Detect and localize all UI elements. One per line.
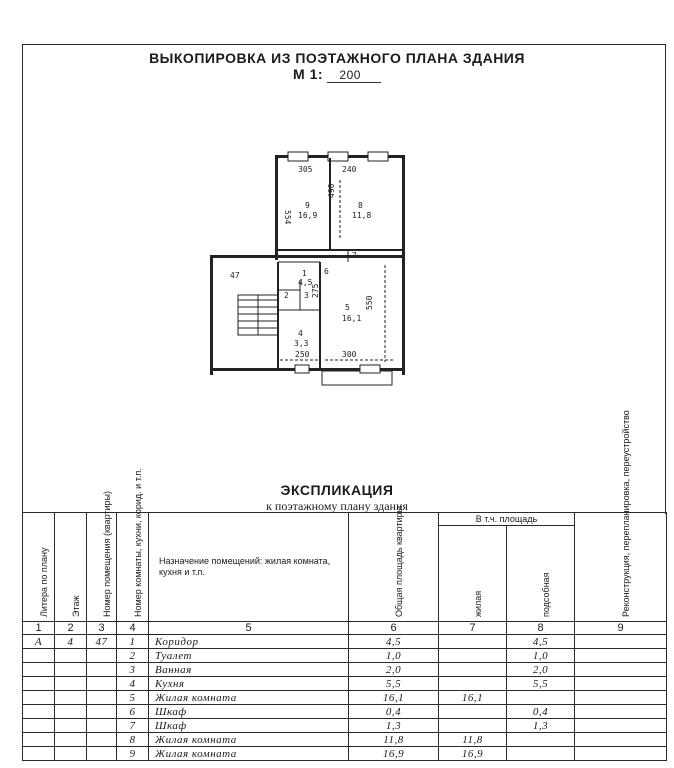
scale-value: 200 — [327, 68, 381, 83]
cell-room-purpose: Туалет — [149, 649, 349, 663]
frame-right-border — [665, 44, 666, 514]
cell-living-area — [439, 705, 507, 719]
cell-living-area: 16,1 — [439, 691, 507, 705]
column-number: 7 — [439, 622, 507, 635]
cell-living-area — [439, 635, 507, 649]
room-8-area: 11,8 — [352, 211, 372, 220]
cell-apartment — [87, 719, 117, 733]
table-row — [23, 719, 667, 733]
table-row — [23, 663, 667, 677]
cell-floor — [55, 747, 87, 761]
table-row — [23, 649, 667, 663]
cell-auxiliary-area: 2,0 — [507, 663, 575, 677]
dim-490: 490 — [327, 183, 336, 198]
cell-apartment — [87, 649, 117, 663]
cell-room-purpose: Жилая комната — [149, 733, 349, 747]
cell-room-number: 8 — [117, 733, 149, 747]
room-9-area: 16,9 — [298, 211, 318, 220]
cell-reconstruction — [575, 677, 667, 691]
cell-auxiliary-area — [507, 733, 575, 747]
cell-apartment — [87, 691, 117, 705]
column-number: 5 — [149, 622, 349, 635]
header-floor: Этаж — [55, 513, 87, 622]
dim-250: 250 — [295, 350, 310, 359]
cell-auxiliary-area: 1,0 — [507, 649, 575, 663]
column-number: 8 — [507, 622, 575, 635]
cell-reconstruction — [575, 747, 667, 761]
explication-subtitle: к поэтажному плану здания — [266, 499, 408, 513]
cell-apartment — [87, 747, 117, 761]
explication-rows — [23, 635, 667, 761]
cell-total-area: 16,9 — [349, 747, 439, 761]
cell-room-number: 1 — [117, 635, 149, 649]
room-1-area: 4,5 — [298, 278, 313, 287]
cell-reconstruction — [575, 649, 667, 663]
cell-living-area — [439, 719, 507, 733]
cell-apartment — [87, 733, 117, 747]
header-apartment-number: Номер помещения (квартиры) — [87, 513, 117, 622]
room-7-number: 7 — [352, 251, 357, 260]
cell-room-number: 6 — [117, 705, 149, 719]
room-4-area: 3,3 — [294, 339, 309, 348]
cell-room-purpose: Жилая комната — [149, 691, 349, 705]
cell-living-area: 16,9 — [439, 747, 507, 761]
room-5-area: 16,1 — [342, 314, 362, 323]
cell-floor — [55, 705, 87, 719]
room-1-number: 1 — [302, 269, 307, 278]
cell-room-number: 9 — [117, 747, 149, 761]
cell-litera — [23, 733, 55, 747]
explication-title: ЭКСПЛИКАЦИЯ — [280, 482, 394, 498]
room-5-number: 5 — [345, 303, 350, 312]
cell-total-area: 2,0 — [349, 663, 439, 677]
cell-reconstruction — [575, 663, 667, 677]
cell-litera — [23, 677, 55, 691]
header-purpose: Назначение помещений: жилая комната, кухня и т.п. — [149, 513, 349, 622]
cell-total-area: 1,3 — [349, 719, 439, 733]
table-row — [23, 733, 667, 747]
column-number-row — [23, 622, 667, 635]
scale-label: М 1: — [293, 66, 324, 82]
header-reconstruction: Реконструкция, перепланировка, переустройство — [575, 513, 667, 622]
table-row — [23, 691, 667, 705]
header-including-area: В т.ч. площадь — [439, 513, 575, 526]
dim-550: 550 — [365, 295, 374, 310]
cell-total-area: 1,0 — [349, 649, 439, 663]
cell-room-number: 5 — [117, 691, 149, 705]
cell-room-purpose: Кухня — [149, 677, 349, 691]
cell-room-purpose: Шкаф — [149, 719, 349, 733]
cell-apartment: 47 — [87, 635, 117, 649]
cell-reconstruction — [575, 705, 667, 719]
cell-floor — [55, 677, 87, 691]
cell-floor — [55, 663, 87, 677]
cell-apartment — [87, 663, 117, 677]
cell-floor — [55, 691, 87, 705]
header-living: жилая — [439, 526, 507, 622]
room-3-number: 3 — [304, 291, 309, 300]
column-number: 1 — [23, 622, 55, 635]
cell-room-purpose: Жилая комната — [149, 747, 349, 761]
cell-living-area: 11,8 — [439, 733, 507, 747]
dim-305: 305 — [298, 165, 313, 174]
dim-47: 47 — [230, 271, 240, 280]
cell-total-area: 11,8 — [349, 733, 439, 747]
cell-floor — [55, 733, 87, 747]
header-room-number: Номер комнаты, кухни, корид. и т.п. — [117, 513, 149, 622]
cell-room-number: 4 — [117, 677, 149, 691]
cell-living-area — [439, 663, 507, 677]
scale-line — [0, 66, 674, 82]
cell-living-area — [439, 649, 507, 663]
dim-554: 554 — [283, 210, 292, 225]
table-row — [23, 705, 667, 719]
cell-auxiliary-area: 0,4 — [507, 705, 575, 719]
header-litera: Литера по плану — [23, 513, 55, 622]
column-number: 3 — [87, 622, 117, 635]
cell-floor — [55, 719, 87, 733]
cell-floor — [55, 649, 87, 663]
cell-reconstruction — [575, 719, 667, 733]
cell-living-area — [439, 677, 507, 691]
cell-apartment — [87, 705, 117, 719]
table-row — [23, 747, 667, 761]
cell-auxiliary-area — [507, 691, 575, 705]
cell-total-area: 0,4 — [349, 705, 439, 719]
cell-litera: А — [23, 635, 55, 649]
cell-auxiliary-area — [507, 747, 575, 761]
room-2-number: 2 — [284, 291, 289, 300]
column-number: 2 — [55, 622, 87, 635]
cell-room-purpose: Шкаф — [149, 705, 349, 719]
cell-litera — [23, 747, 55, 761]
dim-275: 275 — [311, 283, 320, 298]
cell-room-purpose: Ванная — [149, 663, 349, 677]
document-title: ВЫКОПИРОВКА ИЗ ПОЭТАЖНОГО ПЛАНА ЗДАНИЯ — [149, 50, 525, 66]
cell-auxiliary-area: 1,3 — [507, 719, 575, 733]
cell-total-area: 5,5 — [349, 677, 439, 691]
room-6-number: 6 — [324, 267, 329, 276]
table-row — [23, 677, 667, 691]
cell-reconstruction — [575, 635, 667, 649]
cell-reconstruction — [575, 691, 667, 705]
column-number: 6 — [349, 622, 439, 635]
header-total-area: Общая площадь квартиры — [349, 513, 439, 622]
cell-total-area: 4,5 — [349, 635, 439, 649]
dim-240: 240 — [342, 165, 357, 174]
cell-auxiliary-area: 4,5 — [507, 635, 575, 649]
column-number: 4 — [117, 622, 149, 635]
frame-top-border — [22, 44, 666, 45]
cell-room-purpose: Коридор — [149, 635, 349, 649]
floor-plan — [200, 150, 420, 390]
cell-total-area: 16,1 — [349, 691, 439, 705]
column-number: 9 — [575, 622, 667, 635]
room-9-number: 9 — [305, 201, 310, 210]
cell-litera — [23, 649, 55, 663]
room-4-number: 4 — [298, 329, 303, 338]
cell-litera — [23, 691, 55, 705]
cell-room-number: 3 — [117, 663, 149, 677]
cell-litera — [23, 719, 55, 733]
cell-room-number: 2 — [117, 649, 149, 663]
cell-litera — [23, 705, 55, 719]
cell-auxiliary-area: 5,5 — [507, 677, 575, 691]
cell-floor: 4 — [55, 635, 87, 649]
table-row — [23, 635, 667, 649]
cell-reconstruction — [575, 733, 667, 747]
frame-left-border — [22, 44, 23, 514]
room-8-number: 8 — [358, 201, 363, 210]
cell-litera — [23, 663, 55, 677]
header-auxiliary: подсобная — [507, 526, 575, 622]
cell-room-number: 7 — [117, 719, 149, 733]
dim-300: 300 — [342, 350, 357, 359]
cell-apartment — [87, 677, 117, 691]
